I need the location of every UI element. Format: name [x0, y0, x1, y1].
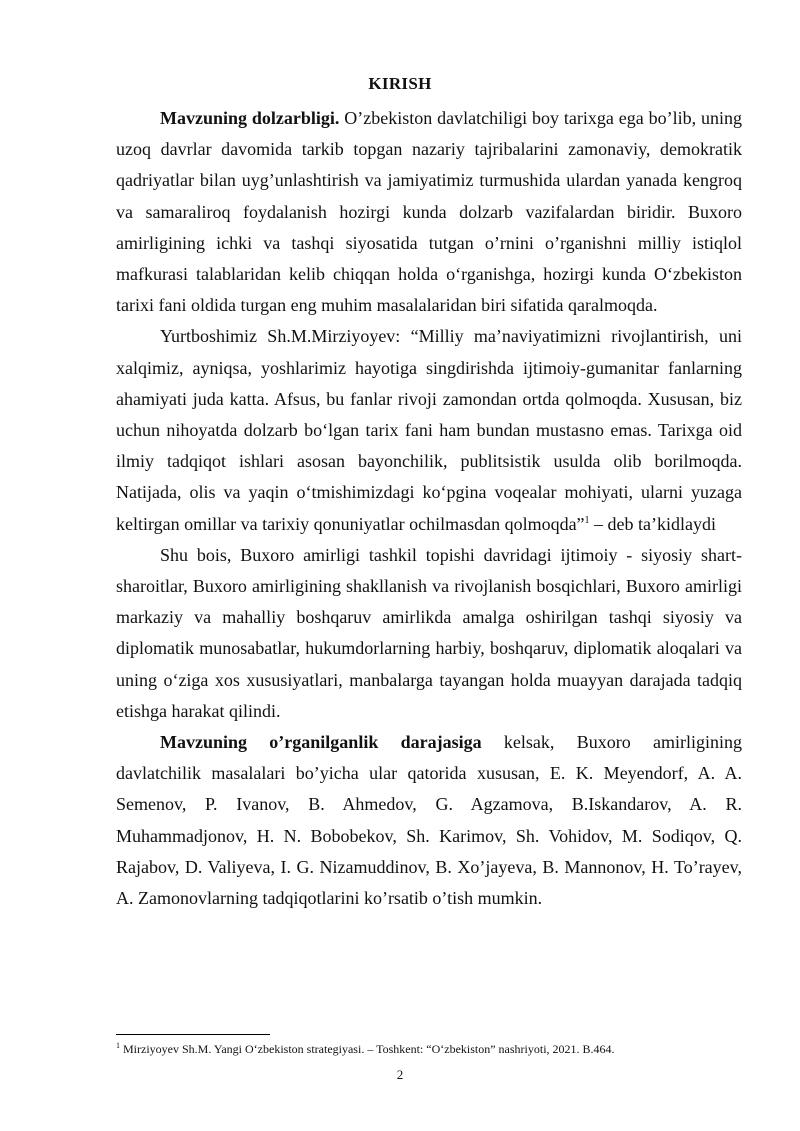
- footnote-text: Mirziyoyev Sh.M. Yangi O‘zbekiston strategiyasi. – Toshkent: “O‘zbekiston” nashriyoti, 2021. B.464.: [120, 1042, 615, 1056]
- paragraph-quote: [116, 321, 742, 539]
- paragraph-text: Yurtboshimiz Sh.M.Mirziyoyev: “Milliy ma’naviyatimizni rivojlantirish, uni xalqimiz, ayniqsa, yoshlarimiz hayotiga singdirishda ijtimoiy-gumanitar fanlarning ahamiyati juda katta. Afsus, bu fanlar rivoji zamondan ortda qolmoqda. Xususan, biz uchun nihoyatda dolzarb bo‘lgan tarix fani ham bundan mustasno emas. Tarixga oid ilmiy tadqiqot ishlari asosan bayonchilik, publitsistik usulda olib borilmoqda. Natijada, olis va yaqin o‘tmishimizdagi ko‘pgina voqealar mohiyati, ularni yuzaga keltirgan omillar va tarixiy qonuniyatlar ochilmasdan qolmoqda”: [116, 326, 742, 534]
- paragraph-text: kelsak, Buxoro amirligining davlatchilik masalalari bo’yicha ular qatorida xususan, E. K. Meyendorf, A. A. Semenov, P. Ivanov, B. Ahmedov, G. Agzamova, B.Iskandarov, A. R. Muhammadjonov, H. N. Bobobekov, Sh. Karimov, Sh. Vohidov, M. Sodiqov, Q. Rajabov, D. Valiyeva, I. G. Nizamuddinov, B. Xo’jayeva, B. Mannonov, H. To’rayev, A. Zamonovlarning tadqiqotlarini ko’rsatib o’tish mumkin.: [116, 732, 742, 909]
- paragraph-lead: Mavzuning o’rganilganlik darajasiga: [160, 732, 482, 753]
- footnote-separator: [116, 1034, 270, 1035]
- page-number: 2: [396, 1067, 404, 1082]
- paragraph-literature: [116, 727, 742, 914]
- paragraph-text: O’zbekiston davlatchiligi boy tarixga ega bo’lib, uning uzoq davrlar davomida tarkib topgan nazariy tajribalarini zamonaviy, demokratik qadriyatlar bilan uyg’unlashtirish va jamiyatimiz turmushida ulardan yanada kengroq va samaraliroq foydalanish hozirgi kunda dolzarb vazifalardan biridir. Buxoro amirligining ichki va tashqi siyosatida tutgan o’rnini o’rganishni milliy istiqlol mafkurasi talablaridan kelib chiqqan holda o‘rganishga, hozirgi kunda O‘zbekiston tarixi fani oldida turgan eng muhim masalalaridan biri sifatida qaralmoqda.: [116, 108, 743, 316]
- body-text: [116, 103, 742, 914]
- paragraph-lead: Mavzuning dolzarbligi.: [160, 108, 340, 128]
- paragraph-research-scope: [116, 540, 742, 727]
- paragraph-tail: – deb ta’kidlaydi: [589, 513, 717, 534]
- paragraph-relevance: [116, 103, 742, 321]
- paragraph-text: Shu bois, Buxoro amirligi tashkil topishi davridagi ijtimoiy - siyosiy shart-sharoitlar, Buxoro amirligining shakllanish va rivojlanish bosqichlari, Buxoro amirligi markaziy va mahalliy boshqaruv amirlikda amalga oshirilgan tashqi siyosiy va diplomatik munosabatlar, hukumdorlarning harbiy, boshqaruv, diplomatik aloqalari va uning o‘ziga xos xususiyatlari, manbalarga tayangan holda muayyan darajada tadqiq etishga harakat qilindi.: [116, 544, 742, 721]
- footnote: [116, 1042, 756, 1057]
- footnote-reference[interactable]: 1: [584, 514, 590, 526]
- page-title: KIRISH: [368, 74, 432, 93]
- footnote-mark: 1: [116, 1041, 120, 1050]
